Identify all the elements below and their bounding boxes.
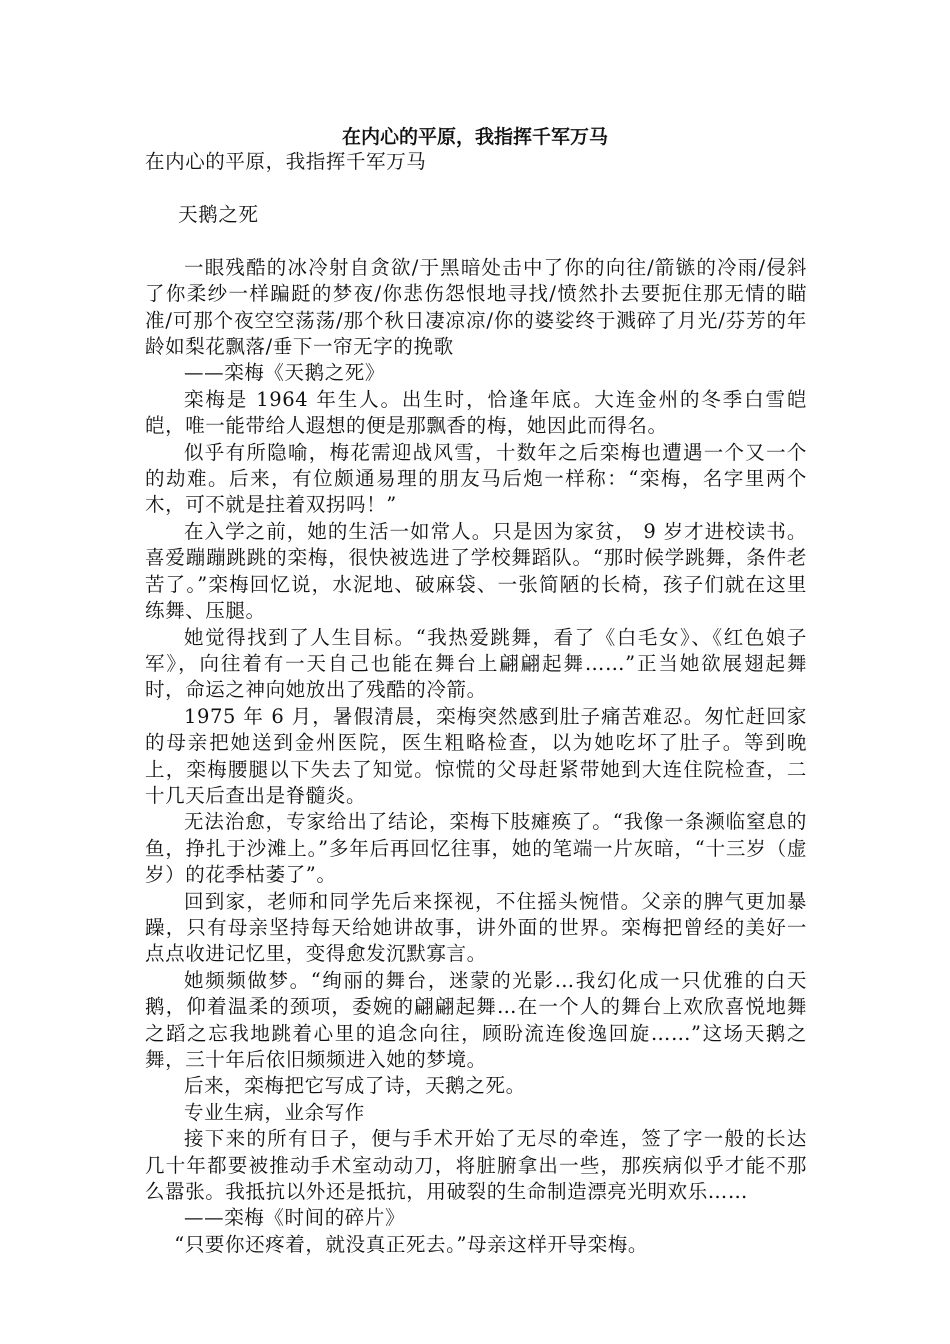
document-body (145, 149, 807, 1258)
body-paragraph: 无法治愈，专家给出了结论，栾梅下肢瘫痪了。“我像一条濒临窒息的鱼，挣扎于沙滩上。”多年后再回忆往事，她的笔端一片灰暗，“十三岁（虚岁）的花季枯萎了”。 (145, 810, 807, 887)
body-paragraph: 接下来的所有日子，便与手术开始了无尽的牵连，签了字一般的长达几十年都要被推动手术室动动刀，将脏腑拿出一些，那疾病似乎才能不那么嚣张。我抵抗以外还是抵抗，用破裂的生命制造漂亮光明欢乐…… (145, 1127, 807, 1204)
body-paragraph: 她频频做梦。“绚丽的舞台，迷蒙的光影…我幻化成一只优雅的白天鹅，仰着温柔的颈项，委婉的翩翩起舞…在一个人的舞台上欢欣喜悦地舞之蹈之忘我地跳着心里的追念向往，顾盼流连俊逸回旋……”这场天鹅之舞，三十年后依旧频频进入她的梦境。 (145, 968, 807, 1071)
section-heading: 天鹅之死 (178, 203, 259, 227)
body-paragraph: “只要你还疼着，就没真正死去。”母亲这样开导栾梅。 (174, 1232, 648, 1256)
subtitle: 在内心的平原，我指挥千军万马 (145, 150, 427, 173)
body-paragraph: 回到家，老师和同学先后来探视，不住摇头惋惜。父亲的脾气更加暴躁，只有母亲坚持每天给她讲故事，讲外面的世界。栾梅把曾经的美好一点点收进记忆里，变得愈发沉默寡言。 (145, 889, 807, 966)
body-paragraph: 1975 年 6 月，暑假清晨，栾梅突然感到肚子痛苦难忍。匆忙赶回家的母亲把她送到金州医院，医生粗略检查，以为她吃坏了肚子。等到晚上，栾梅腰腿以下失去了知觉。惊慌的父母赶紧带她到大连住院检查，二十几天后查出是脊髓炎。 (145, 704, 807, 807)
body-paragraph: 栾梅是 1964 年生人。出生时，恰逢年底。大连金州的冬季白雪皑皑，唯一能带给人遐想的便是那飘香的梅，她因此而得名。 (145, 387, 807, 438)
poem-paragraph: 一眼残酷的冰冷射自贪欲/于黑暗处击中了你的向往/箭镞的冷雨/侵斜了你柔纱一样蹁跹的梦夜/你悲伤怨恨地寻找/愤然扑去要扼住那无情的瞄准/可那个夜空空荡荡/那个秋日凄凉凉/你的婆娑终于溅碎了月光/芬芳的年龄如梨花飘落/垂下一帘无字的挽歌 (145, 255, 807, 359)
body-paragraph: 她觉得找到了人生目标。“我热爱跳舞，看了《白毛女》、《红色娘子军》，向往着有一天自己也能在舞台上翩翩起舞……”正当她欲展翅起舞时，命运之神向她放出了残酷的冷箭。 (145, 625, 807, 702)
poem-attribution: ——栾梅《天鹅之死》 (184, 361, 386, 385)
body-paragraph: 在入学之前，她的生活一如常人。只是因为家贫， 9 岁才进校读书。喜爱蹦蹦跳跳的栾梅，很快被选进了学校舞蹈队。“那时候学跳舞，条件老苦了。”栾梅回忆说，水泥地、破麻袋、一张简陋的长椅，孩子们就在这里练舞、压腿。 (145, 519, 807, 623)
body-paragraph: 似乎有所隐喻，梅花需迎战风雪，十数年之后栾梅也遭遇一个又一个的劫难。后来，有位颇通易理的朋友马后炮一样称：“栾梅，名字里两个木，可不就是拄着双拐吗！” (145, 440, 807, 517)
section-heading: 专业生病，业余写作 (184, 1100, 365, 1124)
quote-attribution: ——栾梅《时间的碎片》 (184, 1206, 406, 1230)
document-title: 在内心的平原，我指挥千军万马 (341, 126, 608, 148)
body-paragraph: 后来，栾梅把它写成了诗，天鹅之死。 (184, 1074, 526, 1098)
